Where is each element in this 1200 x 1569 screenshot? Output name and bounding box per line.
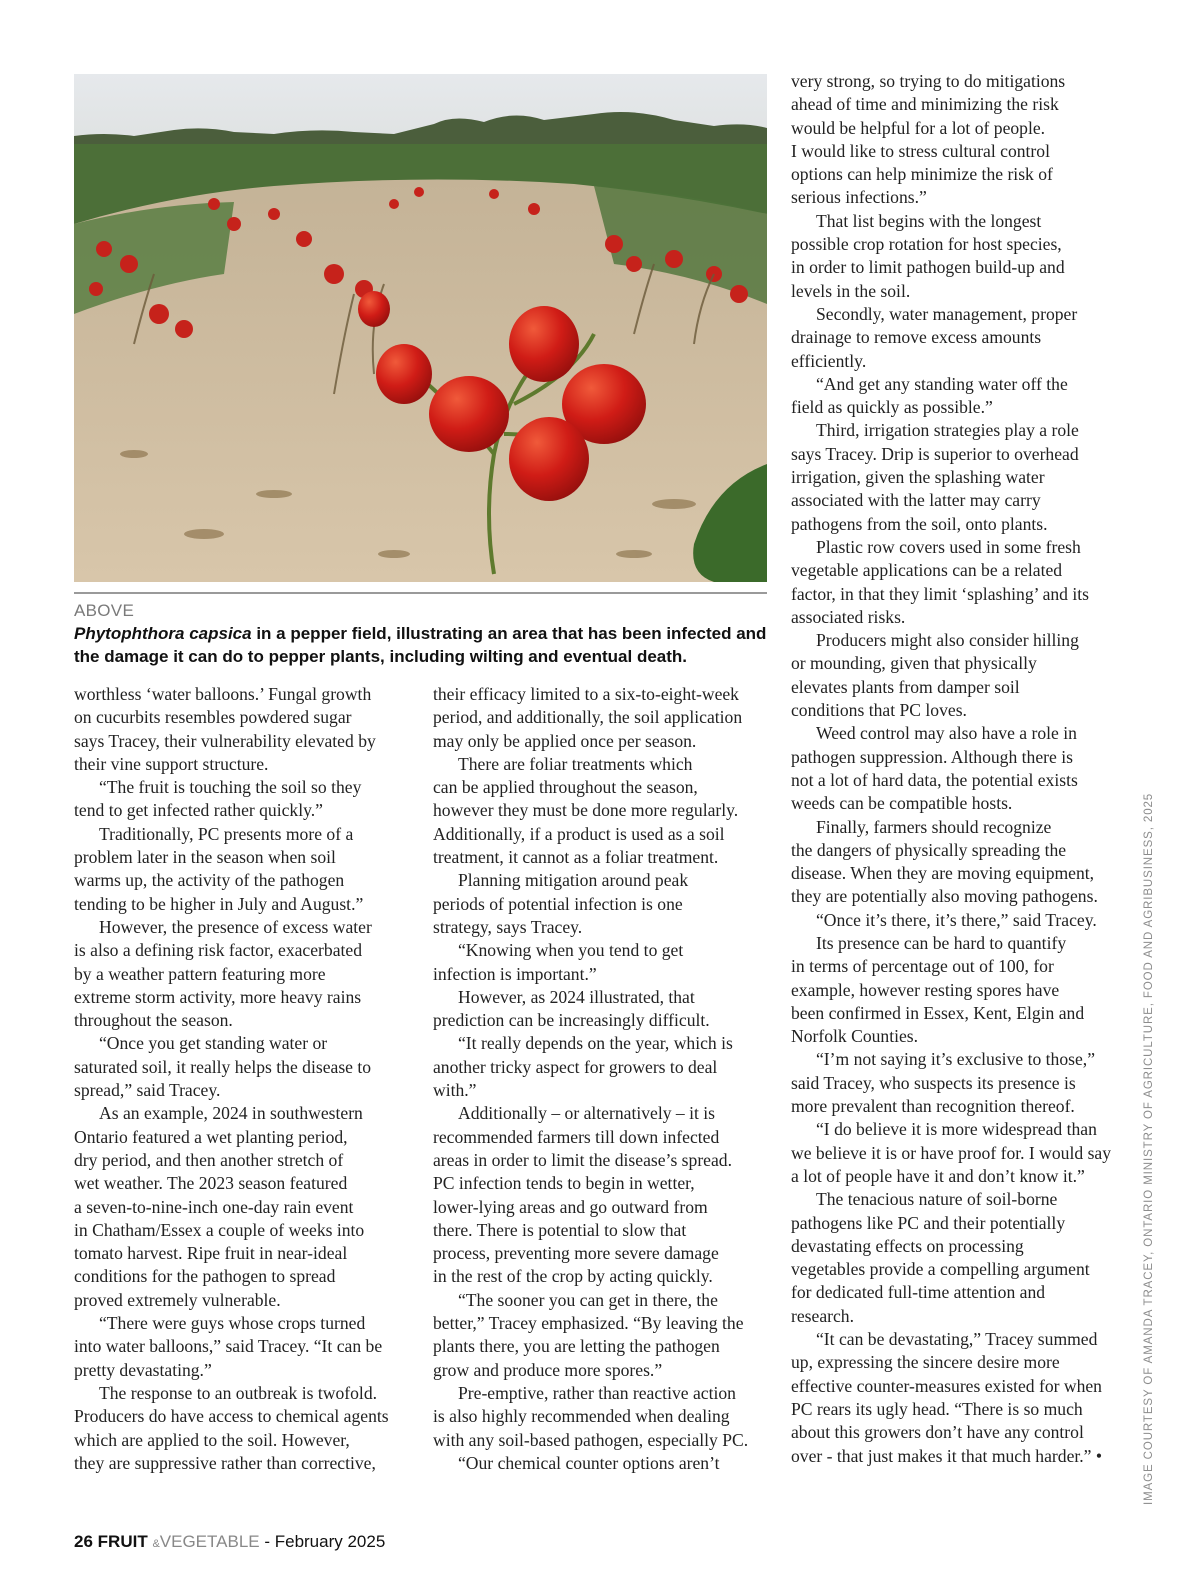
article-line: “And get any standing water off the bbox=[816, 373, 1068, 394]
article-line: The response to an outbreak is twofold. bbox=[99, 1382, 378, 1403]
article-line: effective counter-measures existed for when bbox=[791, 1375, 1102, 1396]
article-line: can be applied throughout the season, bbox=[433, 777, 698, 798]
article-line: Third, irrigation strategies play a role bbox=[816, 420, 1079, 441]
article-line: they are suppressive rather than corrective, bbox=[74, 1452, 376, 1473]
article-line: period, and additionally, the soil application bbox=[433, 707, 743, 728]
article-line: very strong, so trying to do mitigations bbox=[791, 71, 1066, 91]
article-line: extreme storm activity, more heavy rains bbox=[74, 986, 362, 1007]
article-line: the dangers of physically spreading the bbox=[791, 839, 1067, 860]
caption-line-1-rest: in a pepper field, illustrating an area that has been infected and bbox=[251, 624, 767, 643]
article-line: “The fruit is touching the soil so they bbox=[99, 777, 362, 798]
article-line: in the rest of the crop by acting quickly. bbox=[433, 1266, 713, 1287]
article-line: not a lot of hard data, the potential exists bbox=[791, 769, 1078, 790]
article-line: options can help minimize the risk of bbox=[791, 164, 1053, 185]
article-line: infection is important.” bbox=[433, 963, 597, 984]
article-line: serious infections.” bbox=[791, 187, 927, 208]
article-line: we believe it is or have proof for. I would say bbox=[791, 1142, 1112, 1163]
article-line: warms up, the activity of the pathogen bbox=[74, 870, 345, 891]
article-line: saturated soil, it really helps the disease to bbox=[74, 1056, 372, 1077]
article-line: another tricky aspect for growers to deal bbox=[433, 1056, 718, 1077]
article-line: is also a defining risk factor, exacerbated bbox=[74, 940, 363, 961]
article-line: pathogens from the soil, onto plants. bbox=[791, 513, 1048, 534]
article-line: “I do believe it is more widespread than bbox=[816, 1119, 1097, 1140]
article-line: PC infection tends to begin in wetter, bbox=[433, 1173, 695, 1194]
page-number: 26 bbox=[74, 1532, 93, 1551]
pepper-field-illustration bbox=[74, 74, 767, 582]
article-line: “Knowing when you tend to get bbox=[458, 940, 684, 961]
article-line: Plastic row covers used in some fresh bbox=[816, 536, 1081, 557]
article-line: devastating effects on processing bbox=[791, 1235, 1024, 1256]
article-line: Norfolk Counties. bbox=[791, 1026, 919, 1047]
article-line: strategy, says Tracey. bbox=[433, 916, 583, 937]
article-line: However, the presence of excess water bbox=[99, 916, 372, 937]
article-line: There are foliar treatments which bbox=[458, 753, 693, 774]
article-line: vegetables provide a compelling argument bbox=[791, 1259, 1090, 1280]
article-line: tending to be higher in July and August.” bbox=[74, 893, 364, 914]
article-line: lower-lying areas and go outward from bbox=[433, 1196, 708, 1217]
article-line: would be helpful for a lot of people. bbox=[791, 117, 1046, 138]
article-line: for dedicated full-time attention and bbox=[791, 1282, 1046, 1303]
article-line: wet weather. The 2023 season featured bbox=[74, 1173, 348, 1194]
article-line: “Once you get standing water or bbox=[99, 1033, 328, 1054]
article-line: example, however resting spores have bbox=[791, 979, 1060, 1000]
magazine-title-amp: & bbox=[152, 1538, 160, 1550]
article-line: Ontario featured a wet planting period, bbox=[74, 1126, 348, 1147]
article-line: better,” Tracey emphasized. “By leaving the bbox=[433, 1313, 744, 1334]
article-line: pathogen suppression. Although there is bbox=[791, 746, 1073, 767]
article-line: efficiently. bbox=[791, 350, 867, 371]
article-line: “It can be devastating,” Tracey summed bbox=[816, 1329, 1098, 1350]
article-line: says Tracey, their vulnerability elevated by bbox=[74, 730, 376, 751]
article-line: more prevalent than recognition thereof. bbox=[791, 1096, 1075, 1117]
article-line: prediction can be increasingly difficult. bbox=[433, 1010, 710, 1031]
article-line: Planning mitigation around peak bbox=[458, 870, 689, 891]
article-line: Additionally, if a product is used as a soil bbox=[433, 823, 725, 844]
article-line: in Chatham/Essex a couple of weeks into bbox=[74, 1219, 365, 1240]
image-credit: IMAGE COURTESY OF AMANDA TRACEY, ONTARIO MINISTRY OF AGRICULTURE, FOOD AND AGRIBUSINESS, 2025 bbox=[1143, 792, 1155, 1505]
article-line: their efficacy limited to a six-to-eight-week bbox=[433, 684, 739, 704]
article-line: factor, in that they limit ‘splashing’ and its bbox=[791, 583, 1090, 604]
article-line: conditions that PC loves. bbox=[791, 700, 967, 721]
article-line: pathogens like PC and their potentially bbox=[791, 1212, 1066, 1233]
article-line: ahead of time and minimizing the risk bbox=[791, 94, 1059, 115]
article-line: however they must be done more regularly. bbox=[433, 800, 739, 821]
article-line: However, as 2024 illustrated, that bbox=[458, 986, 695, 1007]
article-line: weeds can be compatible hosts. bbox=[791, 793, 1013, 814]
article-line: “It really depends on the year, which is bbox=[458, 1033, 733, 1054]
article-line: been confirmed in Essex, Kent, Elgin and bbox=[791, 1002, 1085, 1023]
article-line: by a weather pattern featuring more bbox=[74, 963, 326, 984]
article-line: plants there, you are letting the pathogen bbox=[433, 1336, 720, 1357]
article-column-3 bbox=[791, 70, 1131, 1468]
article-line: “Once it’s there, it’s there,” said Tracey. bbox=[816, 909, 1097, 930]
magazine-title-vegetable: VEGETABLE bbox=[159, 1532, 260, 1551]
article-line: there. There is potential to slow that bbox=[433, 1219, 687, 1240]
article-line: I would like to stress cultural control bbox=[791, 140, 1050, 161]
article-line: Producers do have access to chemical agents bbox=[74, 1406, 389, 1427]
article-line: problem later in the season when soil bbox=[74, 847, 336, 868]
article-line: worthless ‘water balloons.’ Fungal growth bbox=[74, 684, 372, 704]
article-line: field as quickly as possible.” bbox=[791, 397, 993, 418]
article-line: possible crop rotation for host species, bbox=[791, 234, 1062, 255]
caption-line-1 bbox=[74, 622, 774, 645]
article-line: “The sooner you can get in there, the bbox=[458, 1289, 718, 1310]
article-line: on cucurbits resembles powdered sugar bbox=[74, 707, 352, 728]
article-line: The tenacious nature of soil-borne bbox=[816, 1189, 1058, 1210]
article-line: research. bbox=[791, 1305, 854, 1326]
article-line: Finally, farmers should recognize bbox=[816, 816, 1052, 837]
article-line: periods of potential infection is one bbox=[433, 893, 683, 914]
article-line: with.” bbox=[433, 1080, 477, 1101]
article-line: treatment, it cannot as a foliar treatment. bbox=[433, 847, 719, 868]
article-line: Pre-emptive, rather than reactive action bbox=[458, 1382, 736, 1403]
article-line: Secondly, water management, proper bbox=[816, 303, 1078, 324]
article-line: That list begins with the longest bbox=[816, 210, 1042, 231]
article-line: As an example, 2024 in southwestern bbox=[99, 1103, 363, 1124]
article-line: Traditionally, PC presents more of a bbox=[99, 823, 354, 844]
article-line: says Tracey. Drip is superior to overhead bbox=[791, 443, 1079, 464]
article-line: grow and produce more spores.” bbox=[433, 1359, 663, 1380]
article-line: into water balloons,” said Tracey. “It can be bbox=[74, 1336, 383, 1357]
article-line: in terms of percentage out of 100, for bbox=[791, 956, 1054, 977]
article-line: associated with the latter may carry bbox=[791, 490, 1041, 511]
article-line: in order to limit pathogen build-up and bbox=[791, 257, 1065, 278]
article-line: Its presence can be hard to quantify bbox=[816, 932, 1067, 953]
issue-date: - February 2025 bbox=[259, 1532, 386, 1551]
article-line: “I’m not saying it’s exclusive to those,” bbox=[816, 1049, 1095, 1070]
page-footer bbox=[74, 1532, 385, 1552]
article-line: is also highly recommended when dealing bbox=[433, 1406, 730, 1427]
article-line: pretty devastating.” bbox=[74, 1359, 212, 1380]
article-line: their vine support structure. bbox=[74, 753, 269, 774]
article-column-2 bbox=[433, 683, 773, 1475]
article-line: throughout the season. bbox=[74, 1010, 233, 1031]
article-line: levels in the soil. bbox=[791, 280, 911, 301]
article-line: irrigation, given the splashing water bbox=[791, 467, 1045, 488]
photo-caption bbox=[74, 622, 774, 668]
article-line: vegetable applications can be a related bbox=[791, 560, 1063, 581]
caption-divider bbox=[74, 592, 767, 594]
magazine-title-fruit: FRUIT bbox=[97, 1532, 148, 1551]
article-line: tend to get infected rather quickly.” bbox=[74, 800, 323, 821]
article-line: up, expressing the sincere desire more bbox=[791, 1352, 1060, 1373]
article-line: proved extremely vulnerable. bbox=[74, 1289, 281, 1310]
article-line: with any soil-based pathogen, especially PC. bbox=[433, 1429, 749, 1450]
article-line: process, preventing more severe damage bbox=[433, 1243, 719, 1264]
article-line: PC rears its ugly head. “There is so much bbox=[791, 1398, 1083, 1419]
article-line: tomato harvest. Ripe fruit in near-ideal bbox=[74, 1243, 348, 1264]
article-line: Weed control may also have a role in bbox=[816, 723, 1077, 744]
article-line: said Tracey, who suspects its presence is bbox=[791, 1072, 1076, 1093]
article-line: “There were guys whose crops turned bbox=[99, 1313, 366, 1334]
article-line: over - that just makes it that much harder.” • bbox=[791, 1445, 1103, 1466]
article-line: a seven-to-nine-inch one-day rain event bbox=[74, 1196, 354, 1217]
article-line: about this growers don’t have any control bbox=[791, 1422, 1084, 1443]
article-line: dry period, and then another stretch of bbox=[74, 1149, 344, 1170]
article-line: Producers might also consider hilling bbox=[816, 630, 1079, 651]
article-line: which are applied to the soil. However, bbox=[74, 1429, 350, 1450]
caption-label: ABOVE bbox=[74, 601, 135, 620]
article-line: drainage to remove excess amounts bbox=[791, 327, 1042, 348]
article-line: “Our chemical counter options aren’t bbox=[458, 1452, 720, 1473]
article-line: areas in order to limit the disease’s spread. bbox=[433, 1149, 732, 1170]
article-line: or mounding, given that physically bbox=[791, 653, 1037, 674]
article-line: Additionally – or alternatively – it is bbox=[458, 1103, 716, 1124]
article-line: disease. When they are moving equipment, bbox=[791, 863, 1095, 884]
caption-species: Phytophthora capsica bbox=[74, 624, 252, 643]
article-line: a lot of people have it and don’t know it.” bbox=[791, 1165, 1085, 1186]
article-line: may only be applied once per season. bbox=[433, 730, 697, 751]
article-line: elevates plants from damper soil bbox=[791, 676, 1020, 697]
article-line: recommended farmers till down infected bbox=[433, 1126, 720, 1147]
article-line: they are potentially also moving pathogens. bbox=[791, 886, 1098, 907]
caption-line-2: the damage it can do to pepper plants, including wilting and eventual death. bbox=[74, 647, 688, 666]
article-line: spread,” said Tracey. bbox=[74, 1080, 221, 1101]
article-line: conditions for the pathogen to spread bbox=[74, 1266, 336, 1287]
pepper-field-photo bbox=[74, 74, 767, 582]
article-line: associated risks. bbox=[791, 606, 906, 627]
article-column-1 bbox=[74, 683, 414, 1475]
